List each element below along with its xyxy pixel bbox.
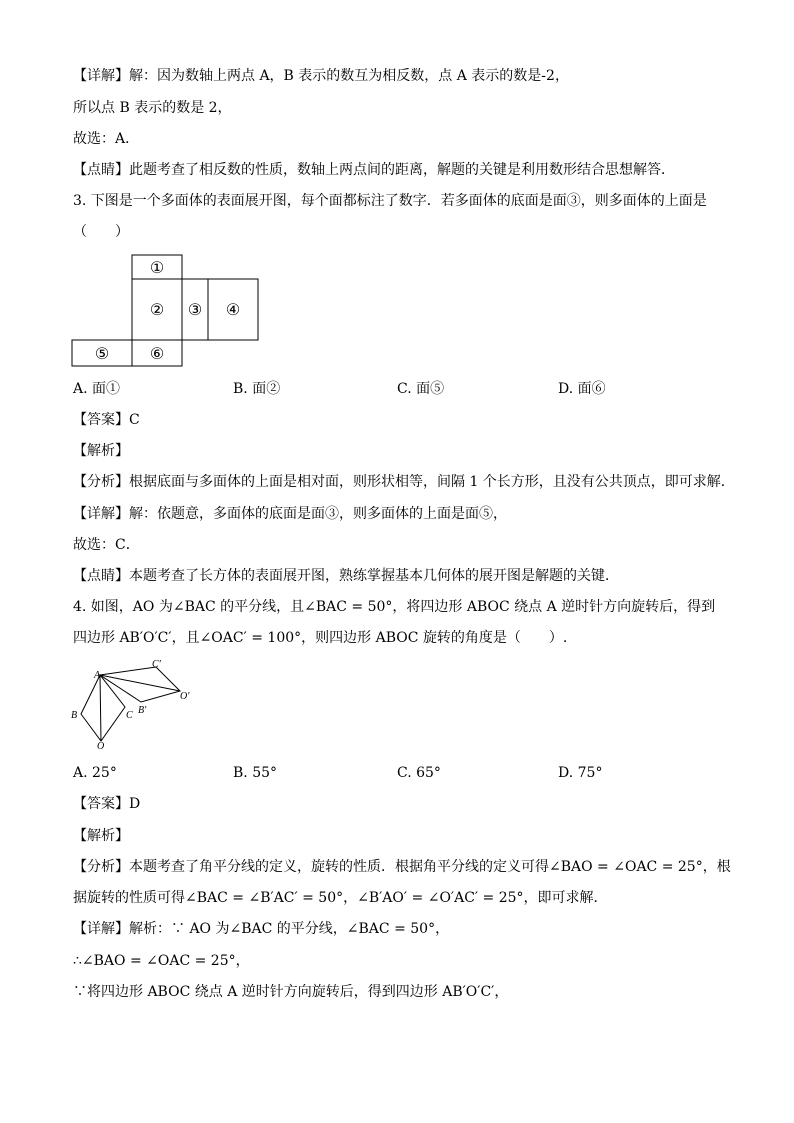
net-label-4: ④ <box>225 302 241 319</box>
answer-line: 【答案】C <box>73 412 140 428</box>
analysis-line: 据旋转的性质可得∠BAC = ∠B′AC′ = 50°，∠B′AO′ = ∠O′AC′ = 25°，即可求解． <box>73 890 608 906</box>
comment-line: 【点睛】此题考查了相反数的性质，数轴上两点间的距离，解题的关键是利用数形结合思想解答． <box>73 162 675 178</box>
solution-line: 【详解】解：依题意，多面体的底面是面③，则多面体的上面是面⑤， <box>73 506 507 522</box>
question-4-text-cont: 四边形 AB′O′C′，且∠OAC′ = 100°，则四边形 ABOC 旋转的角度是（ ）. <box>73 630 568 646</box>
label-b-prime: B′ <box>138 705 147 716</box>
label-o: O <box>97 741 105 752</box>
quadrilateral-ab2o2c2 <box>100 667 180 702</box>
option-d: D. 75° <box>558 765 603 781</box>
answer-choice-line: 故选：C． <box>73 537 140 553</box>
option-a: A. 面① <box>73 381 121 397</box>
solution-step: ∵将四边形 ABOC 绕点 A 逆时针方向旋转后，得到四边形 AB′O′C′， <box>73 984 509 1000</box>
net-label-1: ① <box>149 260 165 277</box>
question-4-text: 4. 如图，AO 为∠BAC 的平分线，且∠BAC = 50°，将四边形 ABOC 绕点 A 逆时针方向旋转后，得到 <box>73 599 716 615</box>
option-c: C. 65° <box>397 765 441 781</box>
question-3-text: 3. 下图是一个多面体的表面展开图，每个面都标注了数字．若多面体的底面是面③，则多面体的上面是 <box>73 193 707 209</box>
question-3-bracket: （ ） <box>73 224 129 240</box>
solution-line: 【详解】解析：∵ AO 为∠BAC 的平分线，∠BAC = 50°， <box>73 921 450 937</box>
rotation-figure <box>68 657 198 752</box>
label-c: C <box>126 710 133 721</box>
net-label-5: ⑤ <box>94 346 110 363</box>
quadrilateral-abo-c <box>81 675 125 741</box>
option-b: B. 面② <box>233 381 281 397</box>
net-label-6: ⑥ <box>149 346 165 363</box>
segment-ao <box>100 675 101 741</box>
label-c-prime: C′ <box>152 659 161 670</box>
option-c: C. 面⑤ <box>397 381 445 397</box>
option-b: B. 55° <box>233 765 278 781</box>
analysis-heading: 【解析】 <box>73 828 129 844</box>
solution-step: ∴∠BAO = ∠OAC = 25°， <box>73 953 250 969</box>
answer-choice-line: 故选：A． <box>73 131 140 147</box>
cube-net-figure <box>70 253 270 373</box>
solution-line: 所以点 B 表示的数是 2， <box>73 100 232 116</box>
label-b: B <box>71 710 78 721</box>
label-a: A <box>94 670 101 681</box>
analysis-line: 【分析】根据底面与多面体的上面是相对面，则形状相等，间隔 1 个长方形，且没有公共顶点，即可求解． <box>73 474 735 490</box>
option-d: D. 面⑥ <box>558 381 606 397</box>
net-label-3: ③ <box>187 302 203 319</box>
net-label-2: ② <box>149 302 165 319</box>
comment-line: 【点睛】本题考查了长方体的表面展开图，熟练掌握基本几何体的展开图是解题的关键． <box>73 568 619 584</box>
option-a: A. 25° <box>73 765 117 781</box>
answer-line: 【答案】D <box>73 796 141 812</box>
analysis-line: 【分析】本题考查了角平分线的定义，旋转的性质．根据角平分线的定义可得∠BAO = ∠OAC = 25°，根 <box>73 859 731 875</box>
solution-line: 【详解】解：因为数轴上两点 A，B 表示的数互为相反数，点 A 表示的数是-2， <box>73 68 569 84</box>
analysis-heading: 【解析】 <box>73 443 129 459</box>
label-o-prime: O′ <box>180 691 190 702</box>
